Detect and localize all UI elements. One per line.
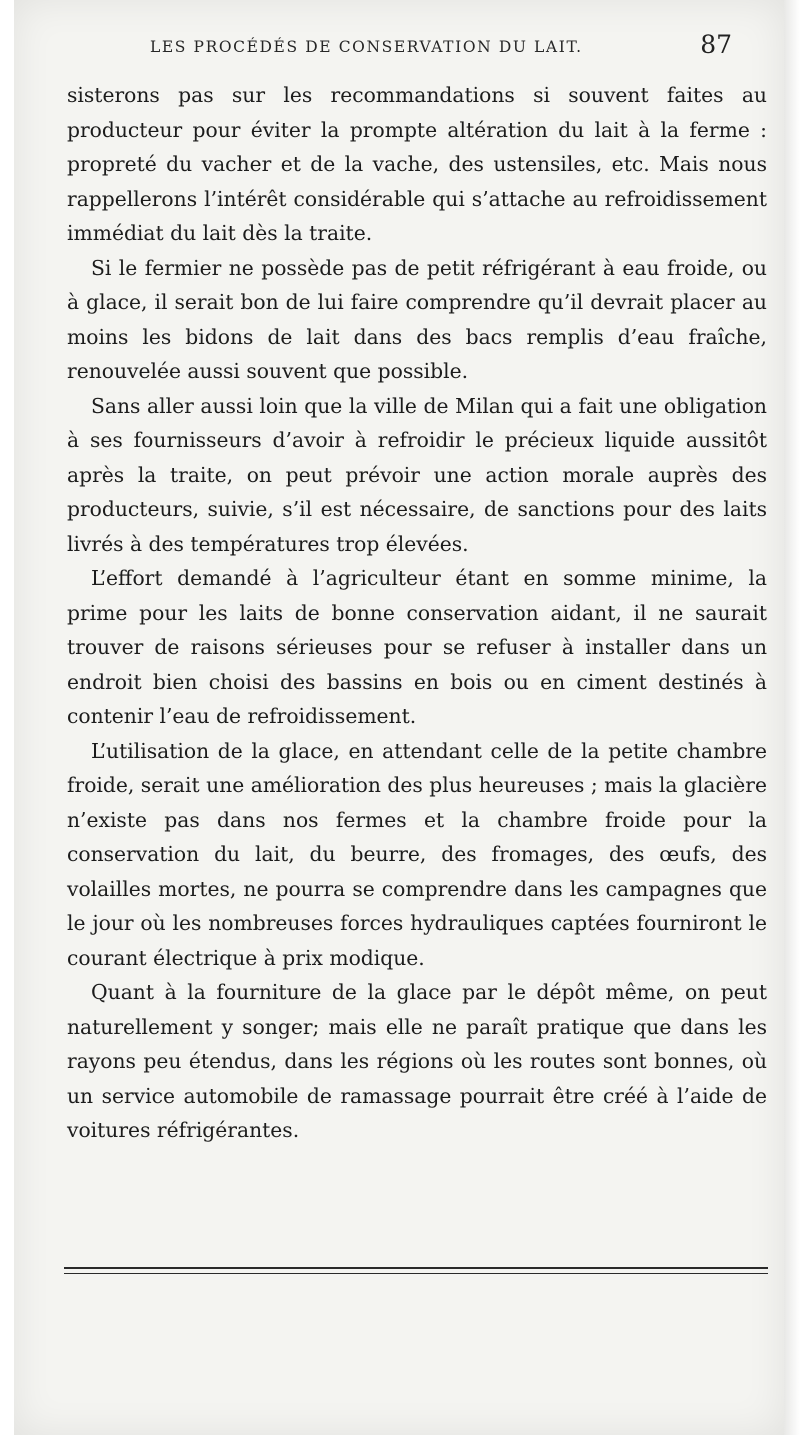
book-page bbox=[14, 0, 784, 1435]
paragraph-4: L’effort demandé à l’agriculteur étant en somme minime, la prime pour les laits de bonne conservation aidant, il ne saurait trouver de raisons sérieuses pour se refuser à installer dans un endroit bien choisi des bassins en bois ou en ciment destinés à contenir l’eau de refroidissement. bbox=[67, 566, 767, 728]
paragraph-3: Sans aller aussi loin que la ville de Milan qui a fait une obligation à ses fournisseurs d’avoir à refroidir le précieux liquide aussitôt après la traite, on peut prévoir une action morale auprès des producteurs, suivie, s’il est nécessaire, de sanctions pour des laits livrés à des températures trop élevées. bbox=[67, 393, 767, 556]
body-text bbox=[67, 78, 767, 1148]
page-number: 87 bbox=[700, 30, 732, 59]
running-header-title: LES PROCÉDÉS DE CONSERVATION DU LAIT. bbox=[150, 38, 583, 56]
paragraph-2: Si le fermier ne possède pas de petit réfrigérant à eau froide, ou à glace, il serait bon de lui faire comprendre qu’il devrait placer au moins les bidons de lait dans des bacs remplis d’eau fraîche, renouvelée aussi souvent que possible. bbox=[67, 255, 767, 383]
paragraph-5: L’utilisation de la glace, en attendant celle de la petite chambre froide, serait une amélioration des plus heureuses ; mais la glacière n’existe pas dans nos fermes et la chambre froide pour la conservation du lait, du beurre, des fromages, des œufs, des volailles mortes, ne pourra se comprendre dans les campagnes que le jour où les nombreuses forces hydrauliques captées fourniront le courant électrique à prix modique. bbox=[67, 738, 767, 970]
section-end-rule bbox=[64, 1267, 768, 1278]
double-rule-bottom bbox=[64, 1273, 768, 1274]
paragraph-6: Quant à la fourniture de la glace par le dépôt même, on peut naturellement y songer; mais elle ne paraît pratique que dans les rayons peu étendus, dans les régions où les routes sont bonnes, où un service automobile de ramassage pourrait être créé à l’aide de voitures réfrigérantes. bbox=[67, 980, 767, 1142]
paragraph-1: sisterons pas sur les recommandations si souvent faites au producteur pour éviter la prompte altération du lait à la ferme : propreté du vacher et de la vache, des ustensiles, etc. Mais nous rappellerons l’intérêt considérable qui s’attache au refroidissement immédiat du lait dès la traite. bbox=[67, 83, 767, 245]
double-rule-top bbox=[64, 1267, 768, 1269]
page-edge bbox=[784, 0, 800, 1435]
